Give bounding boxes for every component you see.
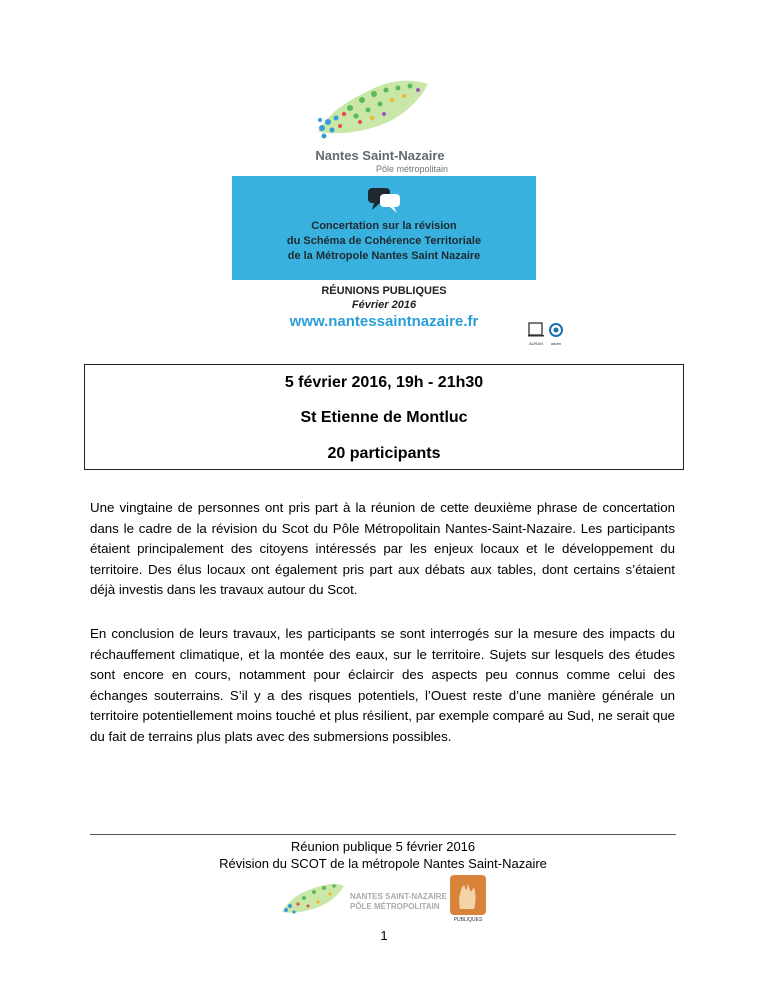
meeting-participants: 20 participants xyxy=(327,445,441,462)
footer-logo-text: NANTES SAINT-NAZAIRE PÔLE MÉTROPOLITAIN xyxy=(350,892,447,911)
logo-title: Nantes Saint-Nazaire xyxy=(315,148,445,163)
meeting-info-box xyxy=(84,364,684,470)
footer-map-logo xyxy=(278,876,348,920)
reunions-publiques-logo: PUBLIQUES xyxy=(448,873,488,925)
banner-line-2: du Schéma de Cohérence Territoriale xyxy=(286,235,482,247)
banner-line-3: de la Métropole Nantes Saint Nazaire xyxy=(287,250,481,262)
meeting-date-time: 5 février 2016, 19h - 21h30 xyxy=(284,374,484,391)
addrn-logo: addrn xyxy=(546,322,566,344)
reunions-publiques-label: RÉUNIONS PUBLIQUES xyxy=(321,285,447,297)
metropole-map-logo xyxy=(310,70,440,150)
banner-line-1: Concertation sur la révision xyxy=(311,220,457,232)
footer-line-2: Révision du SCOT de la métropole Nantes Saint-Nazaire xyxy=(219,856,547,871)
footer-line-1: Réunion publique 5 février 2016 xyxy=(290,839,476,854)
fevrier-label: Février 2016 xyxy=(351,299,417,311)
meeting-location: St Etienne de Montluc xyxy=(300,409,468,426)
concertation-banner xyxy=(232,176,536,280)
speech-bubbles-icon xyxy=(366,186,402,214)
page-number: 1 xyxy=(380,928,388,943)
paragraph-1: Une vingtaine de personnes ont pris part à la réunion de cette deuxième phrase de concertation dans le cadre de la révision du Scot du Pôle Métropolitain Nantes-Saint-Nazaire. Les participants étaient principalement des citoyens intéressés par les enjeux locaux et le développement du territoire. Des élus locaux ont également pris part aux débats aux tables, dont certains s’étaient déjà investis dans les travaux autour du Scot. xyxy=(90,500,675,598)
auran-logo: AURAN xyxy=(526,322,546,344)
logo-subtitle: Pôle métropolitain xyxy=(375,164,448,174)
website-link[interactable]: www.nantessaintnazaire.fr xyxy=(289,313,479,330)
footer-divider xyxy=(90,834,676,835)
paragraph-2: En conclusion de leurs travaux, les participants se sont interrogés sur la mesure des impacts du réchauffement climatique, et la montée des eaux, sur le territoire. Sujets sur lesquels des études sont encore en cours, notamment pour éclaircir des aspects peu connus comme celui des échanges souterrains. S’il y a des risques potentiels, l’Ouest reste d’une manière générale un territoire potentiellement moins touché et plus résilient, par exemple comparé au Sud, ne serait que du fait de terrains plus plats avec des submersions possibles. xyxy=(90,626,675,744)
